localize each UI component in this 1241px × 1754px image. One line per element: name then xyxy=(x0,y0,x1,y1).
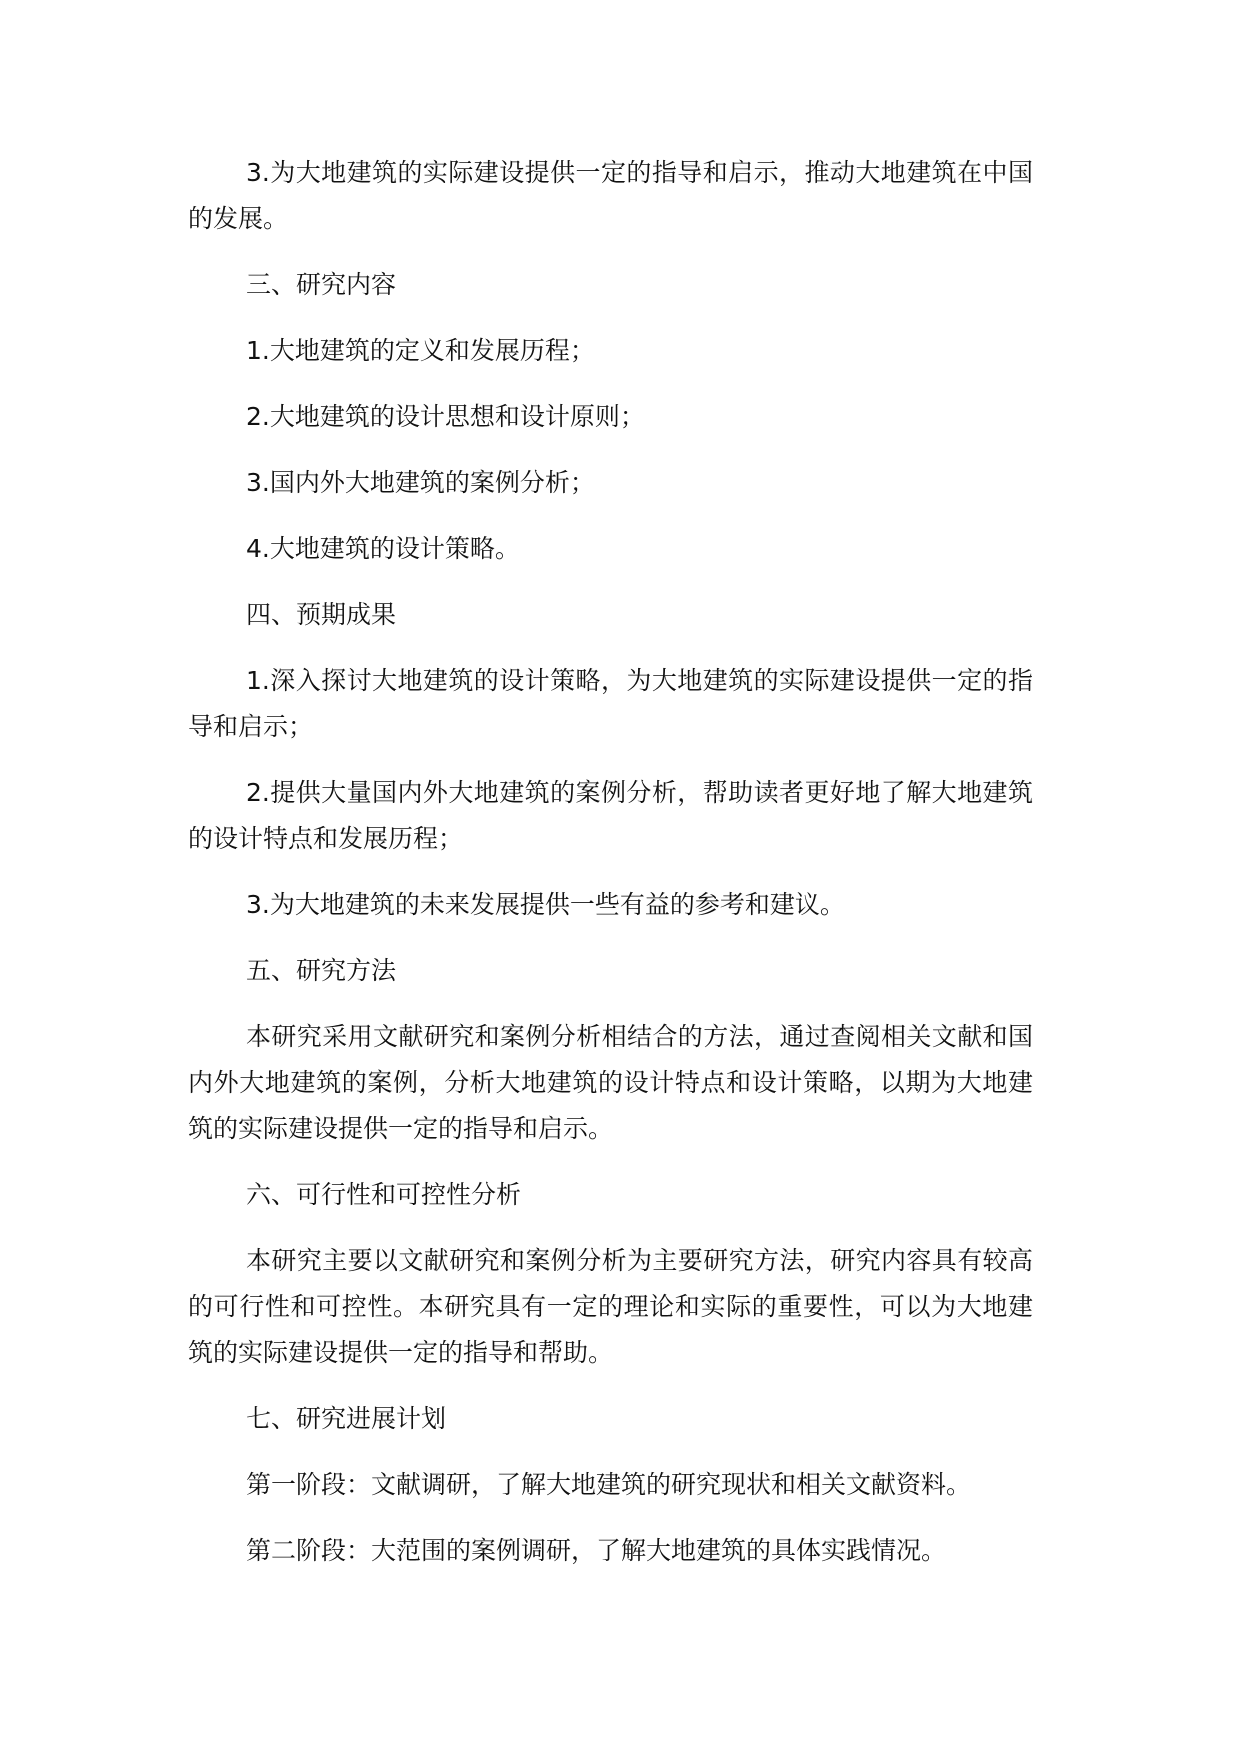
list-item-result-1: 1.深入探讨大地建筑的设计策略，为大地建筑的实际建设提供一定的指导和启示； xyxy=(188,666,1033,741)
list-item-stage-2: 第二阶段：大范围的案例调研，了解大地建筑的具体实践情况。 xyxy=(246,1536,947,1565)
list-item-stage-1: 第一阶段：文献调研，了解大地建筑的研究现状和相关文献资料。 xyxy=(246,1470,972,1499)
paragraph-goal-3: 3.为大地建筑的实际建设提供一定的指导和启示，推动大地建筑在中国的发展。 xyxy=(188,158,1033,233)
paragraph-research-methods: 本研究采用文献研究和案例分析相结合的方法，通过查阅相关文献和国内外大地建筑的案例，分析大地建筑的设计特点和设计策略，以期为大地建筑的实际建设提供一定的指导和启示。 xyxy=(188,1022,1033,1143)
paragraph-feasibility: 本研究主要以文献研究和案例分析为主要研究方法，研究内容具有较高的可行性和可控性。本研究具有一定的理论和实际的重要性，可以为大地建筑的实际建设提供一定的指导和帮助。 xyxy=(188,1246,1033,1367)
document-body xyxy=(188,150,1033,1594)
list-item-result-2: 2.提供大量国内外大地建筑的案例分析，帮助读者更好地了解大地建筑的设计特点和发展历程； xyxy=(188,778,1033,853)
list-item-content-4: 4.大地建筑的设计策略。 xyxy=(246,534,520,563)
list-item-content-1: 1.大地建筑的定义和发展历程； xyxy=(246,336,595,365)
section-heading-research-methods: 五、研究方法 xyxy=(246,956,397,985)
list-item-content-3: 3.国内外大地建筑的案例分析； xyxy=(246,468,595,497)
section-heading-expected-results: 四、预期成果 xyxy=(246,600,397,629)
section-heading-feasibility: 六、可行性和可控性分析 xyxy=(246,1180,522,1209)
section-heading-research-content: 三、研究内容 xyxy=(246,270,397,299)
section-heading-progress-plan: 七、研究进展计划 xyxy=(246,1404,447,1433)
list-item-result-3: 3.为大地建筑的未来发展提供一些有益的参考和建议。 xyxy=(246,890,845,919)
list-item-content-2: 2.大地建筑的设计思想和设计原则； xyxy=(246,402,645,431)
